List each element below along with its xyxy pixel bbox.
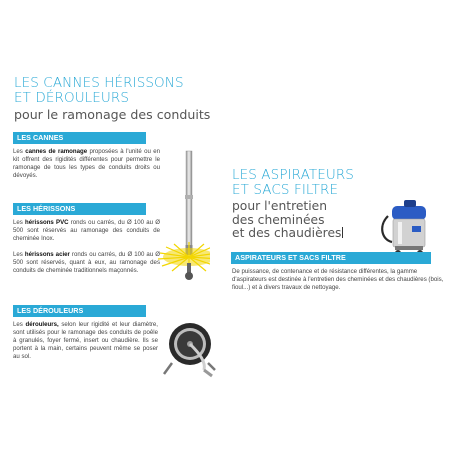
left-title-line2: ET DÉROULEURS [14, 90, 130, 106]
right-title [232, 168, 354, 198]
left-title-line1: LES CANNES HÉRISSONS [14, 75, 184, 91]
herissons-paragraph-1: Les hérissons PVC ronds ou carrés, du Ø 100 au Ø 500 sont réservés au ramonage des conduits de cheminée Inox. [13, 219, 160, 242]
hose-reel-illustration [160, 318, 220, 380]
right-title-line2: ET SACS FILTRE [232, 182, 339, 198]
right-subtitle-line1: pour l'entretien [232, 199, 328, 213]
aspirateurs-paragraph: De puissance, de contenance et de résistance différentes, la gamme d'aspirateurs est destinée à l'entretien des cheminées et des chaudières (bois, fioul...) et à divers travaux de nettoyage. [232, 268, 444, 291]
left-subtitle: pour le ramonage des conduits [14, 107, 211, 122]
herissons-header: LES HÉRISSONS [13, 203, 146, 215]
cannes-header: LES CANNES [13, 132, 146, 144]
ash-vacuum-illustration [378, 196, 440, 258]
derouleurs-paragraph: Les dérouleurs, selon leur rigidité et leur diamètre, sont utilisés pour le ramonage des conduits de poêle à granulés, foyer fermé, insert ou chaudière. Ils se portent à la main, certains peuvent même se poser au sol. [13, 321, 158, 360]
right-subtitle-line3: et des chaudières [232, 226, 342, 240]
chimney-rod-with-brush-illustration [150, 145, 210, 285]
text-cursor-icon [342, 227, 343, 238]
aspirateurs-header: ASPIRATEURS ET SACS FILTRE [231, 252, 431, 264]
right-title-line1: LES ASPIRATEURS [232, 167, 354, 183]
right-subtitle-line2: des cheminées [232, 212, 325, 227]
cannes-paragraph: Les cannes de ramonage proposées à l'unité ou en kit offrent des rigidités différentes pour permettre le ramonage de tous les types de conduits droits ou dévoyés. [13, 148, 160, 179]
herissons-paragraph-2: Les hérissons acier ronds ou carrés, du Ø 100 au Ø 500 sont réservés, quant à eux, au ramonage des conduits de cheminée traditionnels maçonnés. [13, 251, 160, 274]
right-subtitle [232, 200, 343, 241]
derouleurs-header: LES DÉROULEURS [13, 305, 146, 317]
left-title [14, 76, 184, 106]
